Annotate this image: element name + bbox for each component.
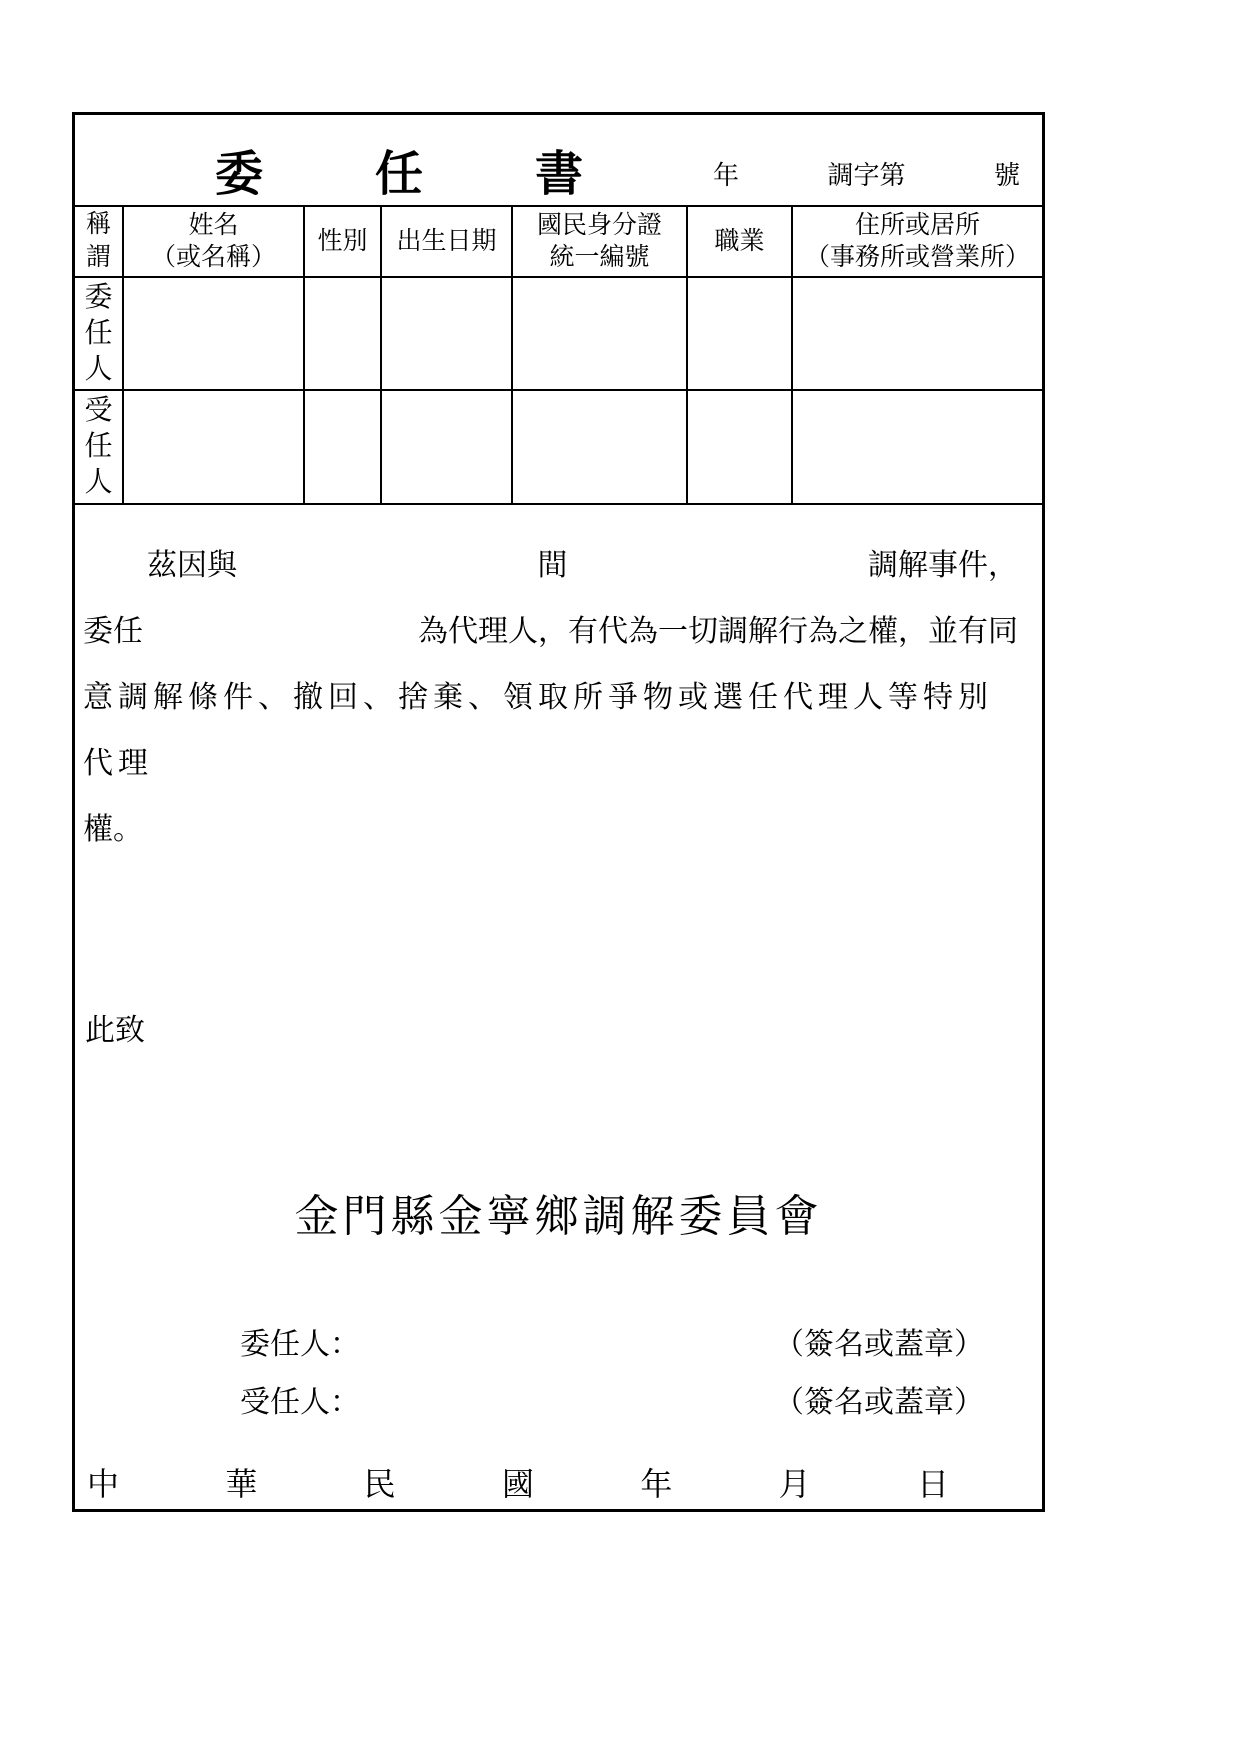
cell-agent-address	[792, 390, 1042, 503]
col-header-address	[792, 206, 1042, 277]
col-header-role	[75, 206, 123, 277]
body-line1-seg2: 間	[537, 548, 568, 582]
col-header-gender	[304, 206, 381, 277]
cell-principal-birthdate	[381, 277, 512, 390]
salutation: 此致	[85, 1013, 145, 1047]
cell-agent-birthdate	[381, 390, 512, 503]
cell-principal-id	[512, 277, 687, 390]
title-band	[75, 115, 1042, 205]
date-char-min: 民	[363, 1465, 396, 1502]
parties-table	[75, 205, 1042, 505]
date-char-guo: 國	[501, 1465, 534, 1502]
table-header-row	[75, 206, 1042, 277]
body-line1-seg1: 茲因與	[147, 548, 237, 582]
signature-agent-note: （簽名或蓋章）	[774, 1385, 984, 1419]
row-label-principal	[75, 277, 123, 390]
signature-block	[75, 1316, 1042, 1432]
cell-agent-id	[512, 390, 687, 503]
col-header-name-line2: （或名稱）	[150, 243, 276, 271]
body-line2-seg1: 委任	[83, 614, 143, 648]
case-year-label: 年	[713, 161, 740, 190]
col-header-birthdate-label: 出生日期	[396, 227, 497, 255]
signature-agent-label: 受任人：	[240, 1385, 360, 1419]
col-header-name	[123, 206, 304, 277]
table-row-principal	[75, 277, 1042, 390]
case-number-line	[713, 163, 1020, 189]
body-line2-seg2: 為代理人，有代為一切調解行為之權，並有同	[418, 614, 1018, 648]
cell-principal-gender	[304, 277, 381, 390]
row-label-agent	[75, 390, 123, 503]
cell-agent-gender	[304, 390, 381, 503]
case-word-label: 調字第	[827, 161, 906, 190]
body-line1-seg3: 調解事件，	[868, 548, 1018, 582]
col-header-id-number	[512, 206, 687, 277]
date-line	[87, 1465, 949, 1503]
row-label-agent-text: 受任人	[84, 395, 113, 499]
body-line-4: 權。	[83, 812, 143, 846]
cell-principal-name	[123, 277, 304, 390]
row-label-principal-text: 委任人	[84, 282, 113, 385]
col-header-role-label: 稱謂	[85, 211, 111, 271]
signature-row-principal	[75, 1316, 1042, 1374]
date-char-day: 日	[916, 1465, 949, 1502]
signature-row-agent	[75, 1374, 1042, 1432]
col-header-address-line2: （事務所或營業所）	[804, 243, 1030, 271]
cell-agent-name	[123, 390, 304, 503]
document-title: 委任書	[215, 148, 696, 201]
signature-principal-note: （簽名或蓋章）	[774, 1327, 984, 1361]
cell-principal-address	[792, 277, 1042, 390]
col-header-birthdate	[381, 206, 512, 277]
date-char-year: 年	[640, 1465, 673, 1502]
body-line-3: 意調解條件、撤回、捨棄、領取所爭物或選任代理人等特別代理	[83, 680, 993, 780]
date-char-hua: 華	[225, 1465, 258, 1502]
col-header-occupation	[687, 206, 792, 277]
col-header-address-line1: 住所或居所	[854, 212, 980, 240]
col-header-gender-label: 性別	[317, 227, 368, 255]
body-line-1	[83, 533, 1018, 599]
col-header-occupation-label: 職業	[714, 227, 765, 255]
committee-name: 金門縣金寧鄉調解委員會	[294, 1191, 823, 1241]
document-border-box	[72, 112, 1045, 1512]
case-no-label: 號	[993, 161, 1020, 190]
cell-agent-occupation	[687, 390, 792, 503]
table-row-agent	[75, 390, 1042, 503]
body-paragraph	[83, 533, 1018, 863]
col-header-id-line1: 國民身分證	[536, 212, 662, 240]
body-line-2	[83, 599, 1018, 665]
cell-principal-occupation	[687, 277, 792, 390]
col-header-name-line1: 姓名	[188, 212, 239, 240]
date-char-zhong: 中	[87, 1465, 120, 1502]
date-char-month: 月	[778, 1465, 811, 1502]
col-header-id-line2: 統一編號	[549, 243, 650, 271]
signature-principal-label: 委任人：	[240, 1327, 360, 1361]
